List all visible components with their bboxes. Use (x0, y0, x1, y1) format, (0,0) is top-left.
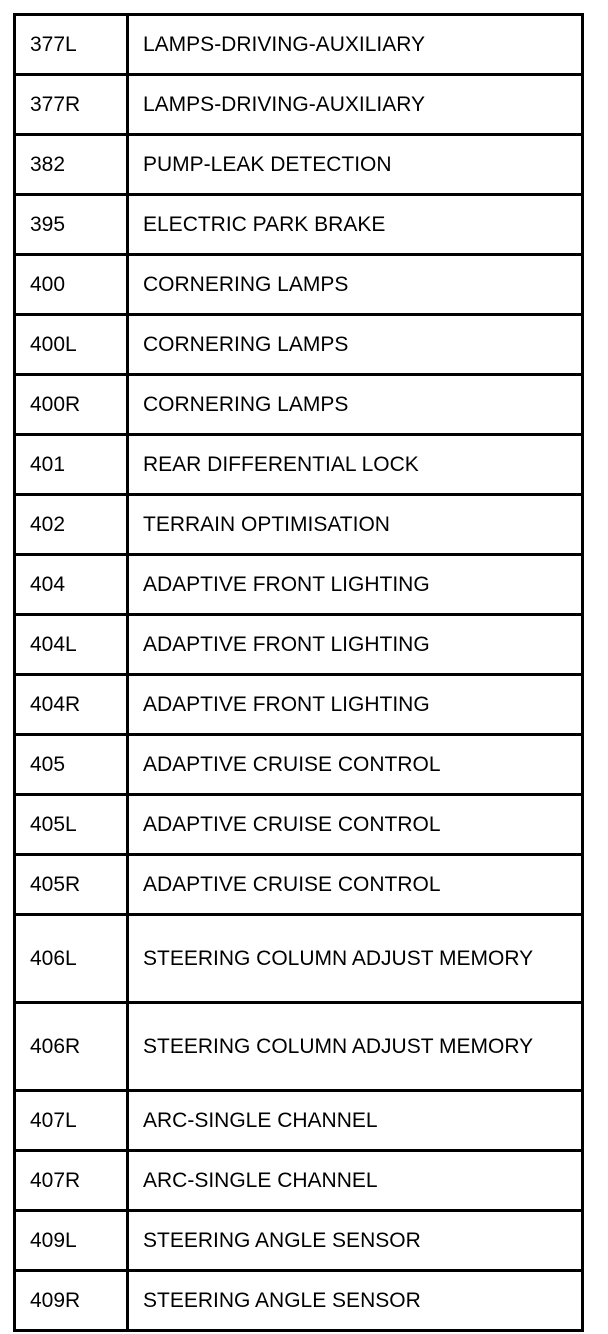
description-cell: STEERING COLUMN ADJUST MEMORY (128, 915, 583, 1003)
description-cell: REAR DIFFERENTIAL LOCK (128, 435, 583, 495)
table-row (15, 375, 583, 435)
table-row (15, 795, 583, 855)
code-table (13, 13, 584, 1332)
table-row (15, 75, 583, 135)
code-cell: 400R (15, 375, 128, 435)
code-cell: 405L (15, 795, 128, 855)
description-cell: STEERING ANGLE SENSOR (128, 1211, 583, 1271)
code-table-body (15, 15, 583, 1331)
code-cell: 405 (15, 735, 128, 795)
code-cell: 377L (15, 15, 128, 75)
description-cell: PUMP-LEAK DETECTION (128, 135, 583, 195)
code-cell: 402 (15, 495, 128, 555)
table-row (15, 435, 583, 495)
table-row (15, 495, 583, 555)
table-row (15, 255, 583, 315)
description-cell: STEERING ANGLE SENSOR (128, 1271, 583, 1331)
description-cell: ADAPTIVE CRUISE CONTROL (128, 795, 583, 855)
description-cell: LAMPS-DRIVING-AUXILIARY (128, 15, 583, 75)
table-row (15, 1003, 583, 1091)
description-cell: ADAPTIVE FRONT LIGHTING (128, 615, 583, 675)
description-cell: LAMPS-DRIVING-AUXILIARY (128, 75, 583, 135)
code-cell: 404 (15, 555, 128, 615)
table-row (15, 735, 583, 795)
table-row (15, 615, 583, 675)
code-cell: 405R (15, 855, 128, 915)
table-row (15, 855, 583, 915)
table-row (15, 1091, 583, 1151)
code-cell: 400 (15, 255, 128, 315)
description-cell: ARC-SINGLE CHANNEL (128, 1151, 583, 1211)
code-cell: 409R (15, 1271, 128, 1331)
code-cell: 407R (15, 1151, 128, 1211)
description-cell: ADAPTIVE CRUISE CONTROL (128, 735, 583, 795)
code-cell: 409L (15, 1211, 128, 1271)
description-cell: STEERING COLUMN ADJUST MEMORY (128, 1003, 583, 1091)
description-cell: ADAPTIVE CRUISE CONTROL (128, 855, 583, 915)
table-row (15, 135, 583, 195)
code-cell: 382 (15, 135, 128, 195)
table-row (15, 1211, 583, 1271)
code-cell: 400L (15, 315, 128, 375)
code-cell: 407L (15, 1091, 128, 1151)
code-cell: 406L (15, 915, 128, 1003)
code-cell: 395 (15, 195, 128, 255)
table-row (15, 15, 583, 75)
code-cell: 406R (15, 1003, 128, 1091)
table-row (15, 555, 583, 615)
table-row (15, 915, 583, 1003)
table-row (15, 315, 583, 375)
code-cell: 401 (15, 435, 128, 495)
description-cell: CORNERING LAMPS (128, 375, 583, 435)
table-row (15, 195, 583, 255)
table-row (15, 1271, 583, 1331)
description-cell: CORNERING LAMPS (128, 315, 583, 375)
code-cell: 377R (15, 75, 128, 135)
description-cell: TERRAIN OPTIMISATION (128, 495, 583, 555)
description-cell: ADAPTIVE FRONT LIGHTING (128, 675, 583, 735)
table-row (15, 1151, 583, 1211)
description-cell: CORNERING LAMPS (128, 255, 583, 315)
code-cell: 404R (15, 675, 128, 735)
code-cell: 404L (15, 615, 128, 675)
description-cell: ADAPTIVE FRONT LIGHTING (128, 555, 583, 615)
description-cell: ELECTRIC PARK BRAKE (128, 195, 583, 255)
description-cell: ARC-SINGLE CHANNEL (128, 1091, 583, 1151)
table-row (15, 675, 583, 735)
